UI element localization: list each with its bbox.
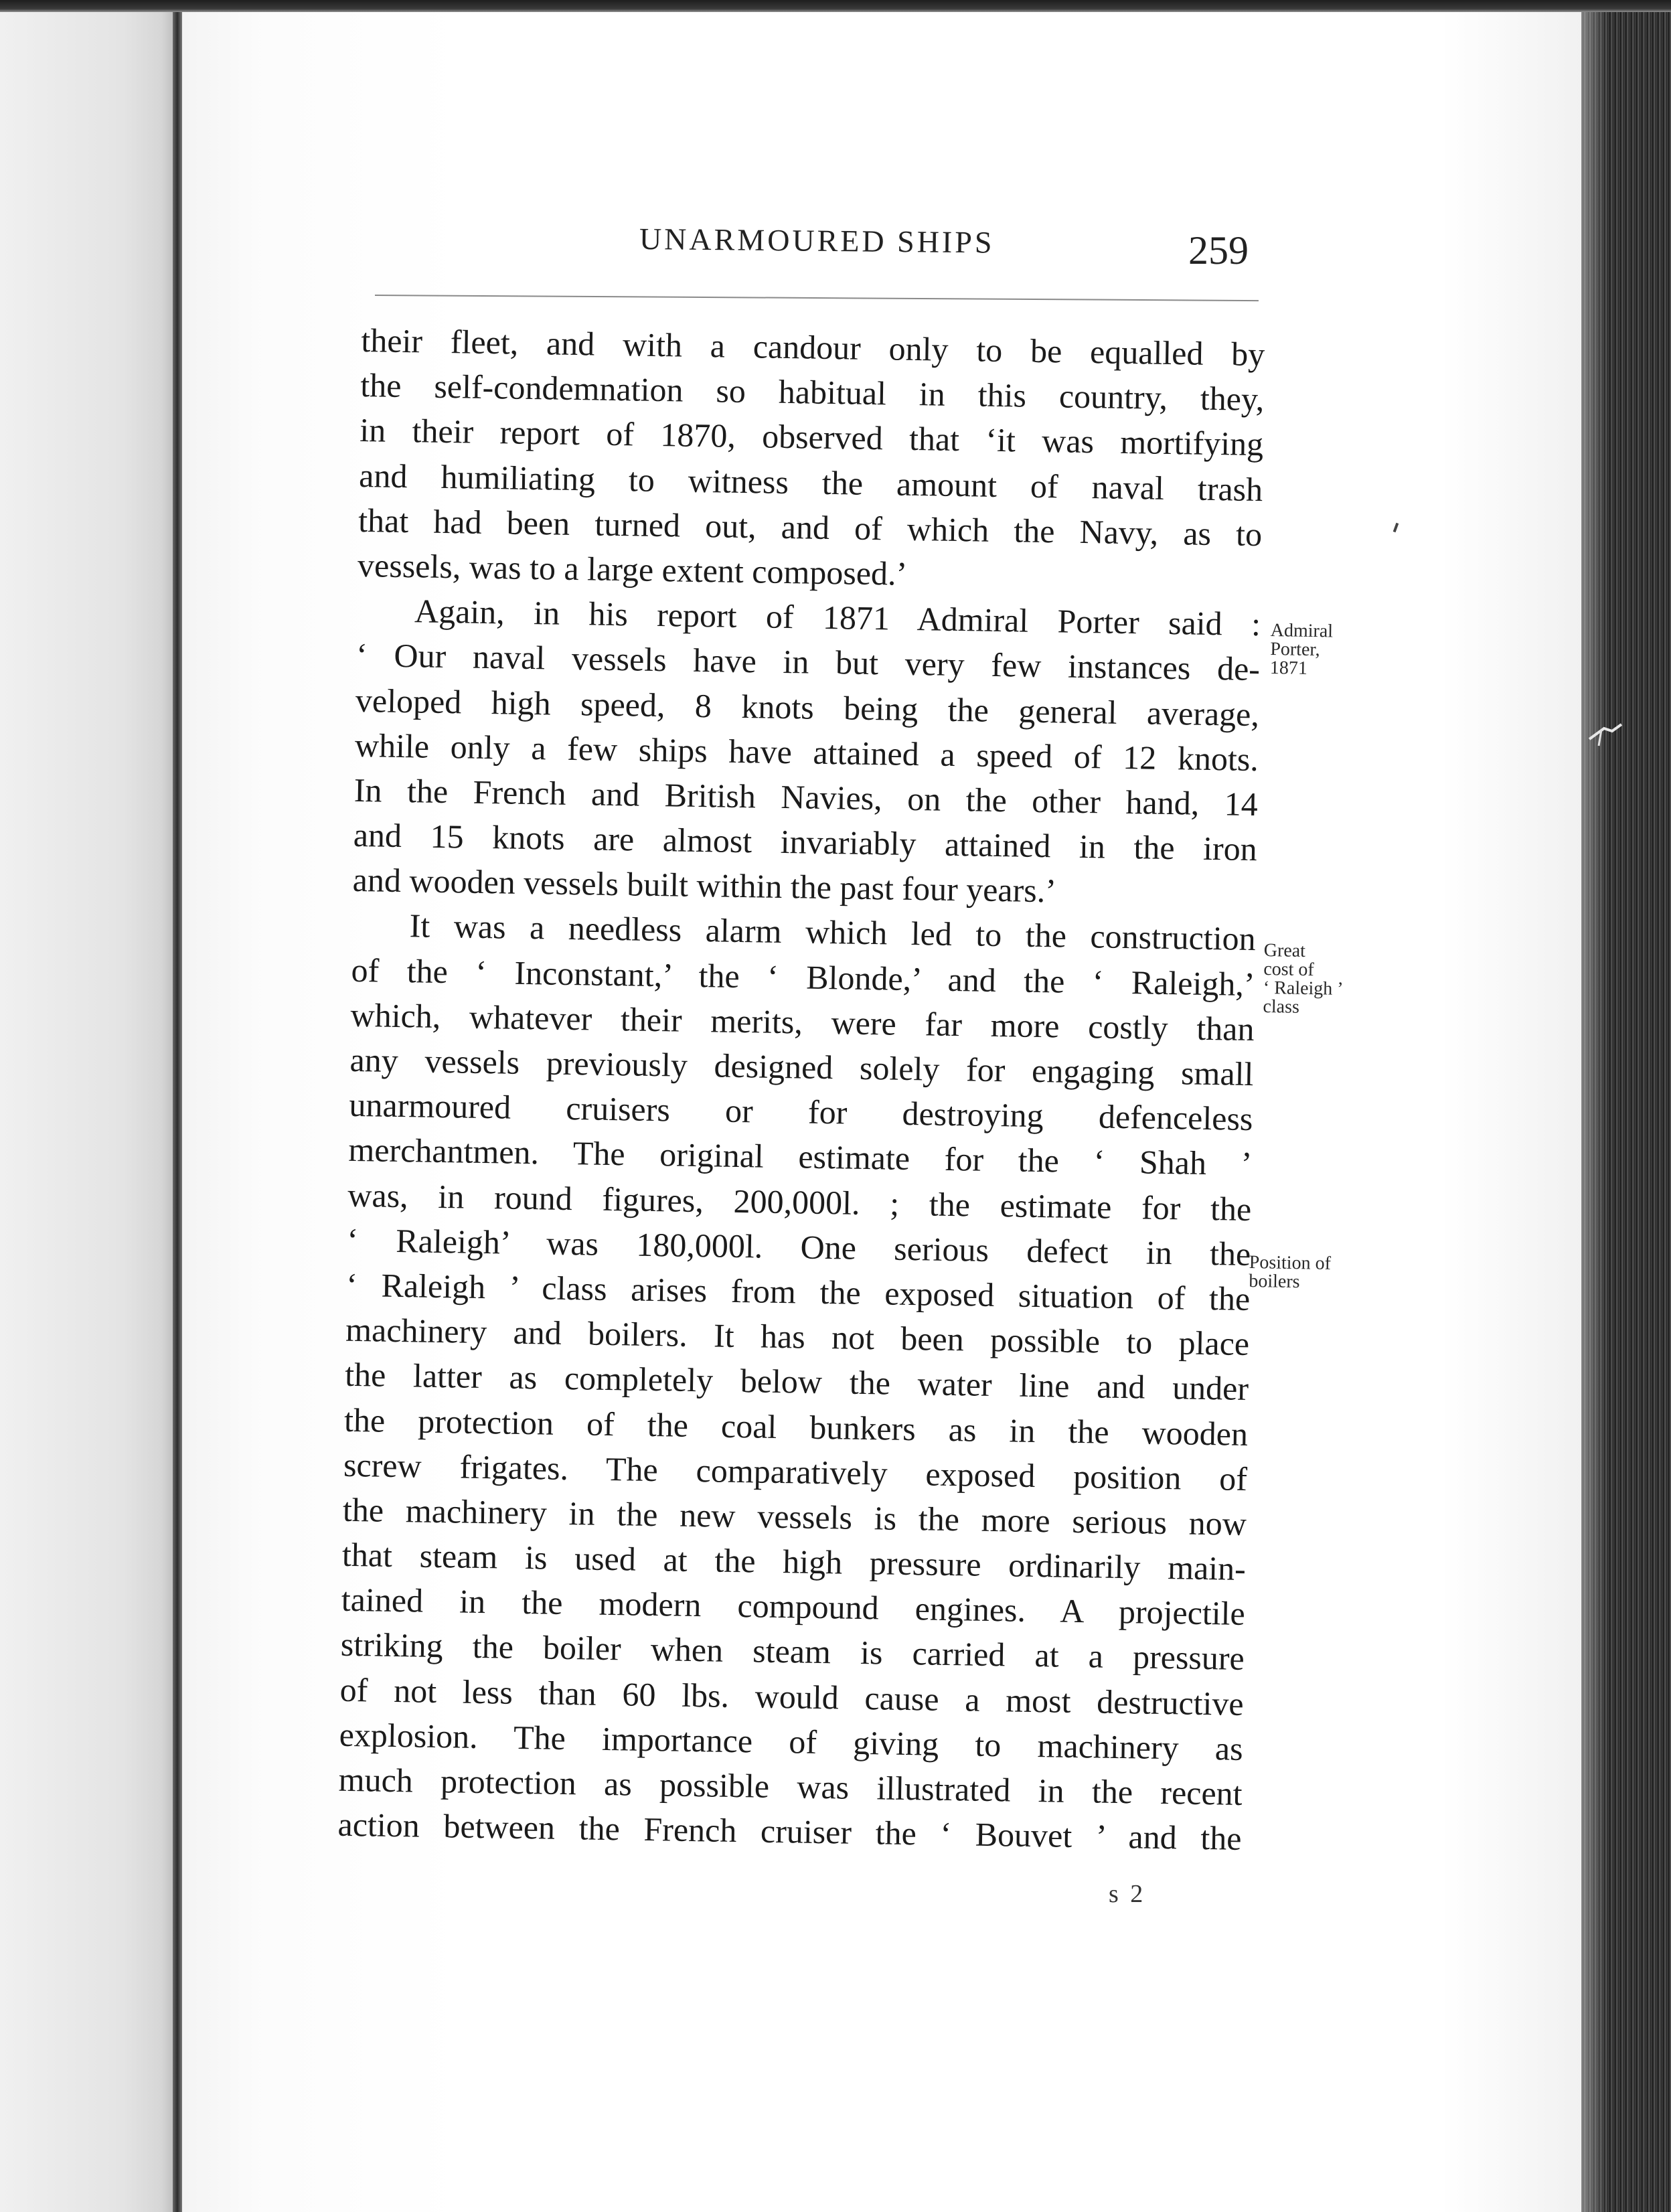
margin-note-line: 1871 — [1269, 657, 1308, 679]
text-line: of not less than 60 lbs. would cause a most destructive — [339, 1670, 1245, 1723]
text-line: much protection as possible was illustrated in the recent — [338, 1760, 1243, 1812]
book-gutter — [173, 12, 182, 2212]
text-line: ‘ Our naval vessels have in but very few instances de- — [355, 636, 1261, 688]
margin-note-line: boilers — [1249, 1270, 1300, 1293]
text-line: and 15 knots are almost invariably attained in the iron — [353, 815, 1258, 868]
text-line: and humiliating to witness the amount of naval trash — [358, 456, 1263, 508]
margin-note-line: Position of — [1249, 1252, 1332, 1274]
margin-note-line: Great — [1263, 940, 1306, 961]
edge-scratch-mark — [1585, 716, 1625, 757]
text-line: merchantmen. The original estimate for the ‘ Shah ’ — [348, 1131, 1253, 1183]
margin-note-line: Porter, — [1270, 638, 1320, 661]
text-line: while only a few ships have attained a speed of 12 knots. — [354, 726, 1259, 778]
text-line: unarmoured cruisers or for destroying defenceless — [349, 1086, 1253, 1138]
text-line: explosion. The importance of giving to machinery as — [339, 1715, 1244, 1767]
text-line: was, in round figures, 200,000l. ; the estimate for the — [347, 1176, 1252, 1228]
text-line: that had been turned out, and of which the Navy, as to — [357, 501, 1263, 553]
text-line: machinery and boilers. It has not been possible to place — [345, 1310, 1250, 1363]
margin-note-admiral-porter — [1270, 621, 1334, 678]
margin-note-position-boilers — [1249, 1253, 1331, 1292]
text-line: of the ‘ Inconstant,’ the ‘ Blonde,’ and the ‘ Raleigh,’ — [351, 951, 1255, 1003]
text-line: which, whatever their merits, were far more costly than — [350, 996, 1255, 1048]
text-line: screw frigates. The comparatively exposed position of — [343, 1445, 1248, 1498]
text-line: striking the boiler when steam is carried at a pressure — [340, 1626, 1245, 1678]
page-number: 259 — [1188, 228, 1249, 272]
text-line: vessels, was to a large extent composed.’ — [357, 546, 908, 592]
text-line: the protection of the coal bunkers as in the wooden — [343, 1401, 1249, 1453]
text-line: the latter as completely below the water line and under — [344, 1356, 1249, 1408]
margin-note-line: class — [1263, 996, 1300, 1018]
fore-edge-shade — [1581, 12, 1608, 2212]
signature-mark: s 2 — [1109, 1880, 1146, 1908]
text-line: tained in the modern compound engines. A projectile — [341, 1581, 1246, 1633]
text-line: the machinery in the new vessels is the more serious now — [342, 1490, 1247, 1543]
text-line: Again, in his report of 1871 Admiral Porter said : — [414, 592, 1261, 643]
body-text — [337, 318, 1265, 1861]
text-line: and wooden vessels built within the past four years.’ — [352, 861, 1057, 910]
text-line: action between the French cruiser the ‘ Bouvet ’ and the — [337, 1805, 1242, 1858]
text-line: ‘ Raleigh ’ class arises from the exposed situation of the — [345, 1265, 1251, 1318]
text-line: their fleet, and with a candour only to be equalled by — [361, 321, 1265, 374]
text-line: that steam is used at the high pressure ordinarily main- — [341, 1535, 1247, 1588]
text-line: It was a needless alarm which led to the construction — [409, 906, 1257, 958]
text-line: the self-condemnation so habitual in this country, they, — [360, 366, 1265, 418]
text-line: In the French and British Navies, on the other hand, 14 — [353, 771, 1259, 823]
text-line: in their report of 1870, observed that ‘it was mortifying — [359, 411, 1264, 463]
margin-note-line: cost of — [1263, 958, 1315, 981]
margin-note-line: ‘ Raleigh ’ — [1263, 977, 1344, 1000]
margin-note-line: Admiral — [1270, 620, 1334, 642]
text-line: any vessels previously designed solely for engaging small — [349, 1040, 1254, 1093]
running-title: UNARMOURED SHIPS — [639, 222, 995, 260]
text-line: ‘ Raleigh’ was 180,000l. One serious defect in the — [346, 1220, 1251, 1273]
margin-note-great-cost — [1263, 941, 1344, 1018]
text-line: veloped high speed, 8 knots being the general average, — [355, 681, 1260, 733]
facing-page-edge — [0, 12, 175, 2212]
